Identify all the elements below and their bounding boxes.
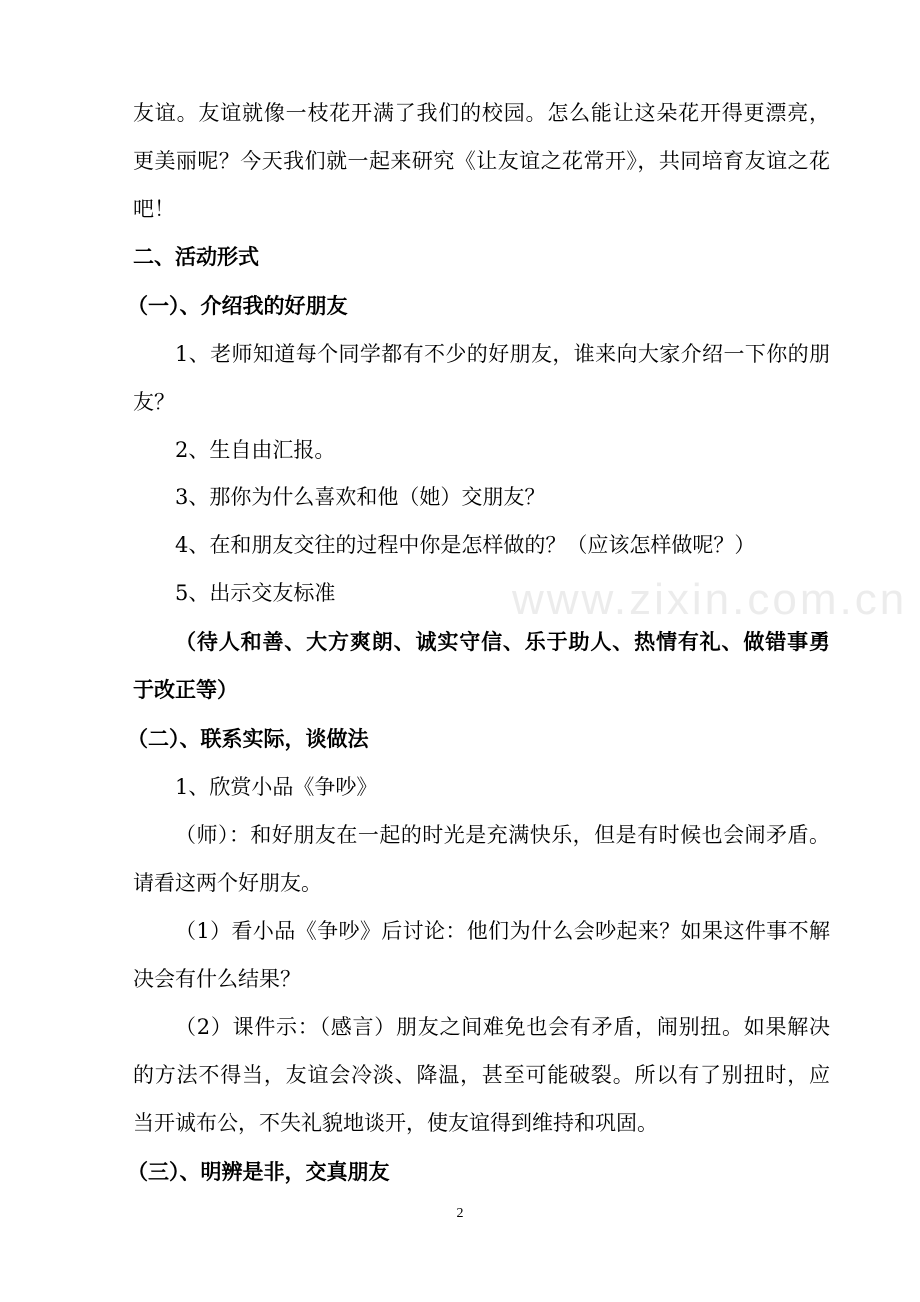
teacher-line-2: 请看这两个好朋友。	[133, 871, 322, 895]
courseware-line-3: 当开诚布公，不失礼貌地谈开，使友谊得到维持和巩固。	[133, 1111, 658, 1135]
subheading-true-friends: （三）、明辨是非，交真朋友	[127, 1159, 390, 1184]
standards-line-1: （待人和善、大方爽朗、诚实守信、乐于助人、热情有礼、做错事勇	[175, 629, 830, 654]
item-1-line-1: 1、老师知道每个同学都有不少的好朋友，谁来向大家介绍一下你的朋	[175, 342, 830, 366]
page-number: 2	[456, 1206, 464, 1221]
discussion-line-2: 决会有什么结果？	[133, 967, 301, 991]
section-heading-activity-form: 二、活动形式	[133, 244, 259, 269]
intro-line-2: 更美丽呢？今天我们就一起来研究《让友谊之花常开》，共同培育友谊之花	[133, 149, 830, 173]
courseware-line-1: （2）课件示：（感言）朋友之间难免也会有矛盾，闹别扭。如果解决	[175, 1015, 830, 1039]
courseware-line-2: 的方法不得当，友谊会冷淡、降温，甚至可能破裂。所以有了别扭时，应	[133, 1063, 830, 1087]
watermark: www.zixin.com.cn	[512, 575, 908, 624]
item-5: 5、出示交友标准	[175, 581, 336, 605]
item-3: 3、那你为什么喜欢和他（她）交朋友？	[175, 485, 546, 509]
subheading-practice: （二）、联系实际，谈做法	[127, 726, 369, 751]
intro-line-3: 吧！	[133, 197, 175, 221]
intro-line-1: 友谊。友谊就像一枝花开满了我们的校园。怎么能让这朵花开得更漂亮，	[133, 101, 830, 125]
sketch-item: 1、欣赏小品《争吵》	[175, 775, 378, 799]
subheading-introduce-friend: （一）、介绍我的好朋友	[127, 293, 348, 318]
item-1-line-2: 友？	[133, 390, 175, 414]
standards-line-2: 于改正等）	[133, 677, 238, 702]
discussion-line-1: （1）看小品《争吵》后讨论：他们为什么会吵起来？如果这件事不解	[175, 919, 830, 943]
teacher-line-1: （师）：和好朋友在一起的时光是充满快乐，但是有时候也会闹矛盾。	[175, 823, 830, 847]
item-4: 4、在和朋友交往的过程中你是怎样做的？（应该怎样做呢？）	[175, 533, 756, 557]
item-2: 2、生自由汇报。	[175, 438, 336, 462]
